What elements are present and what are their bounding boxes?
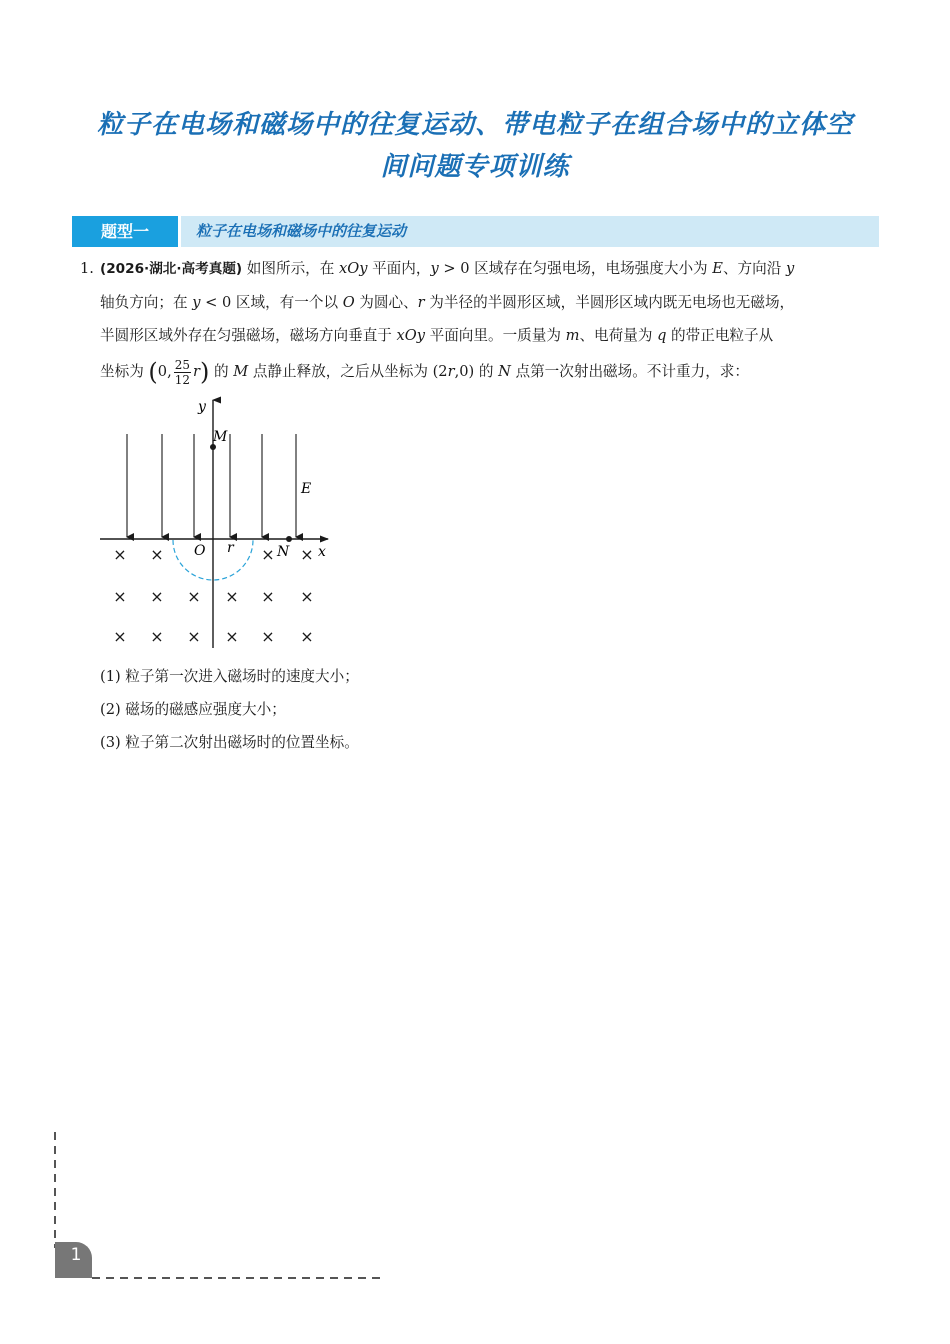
section-header xyxy=(72,216,879,247)
math-var: r xyxy=(417,294,425,311)
cross-mark: × xyxy=(150,587,164,606)
question-1: (1) 粒子第一次进入磁场时的速度大小； xyxy=(100,668,359,685)
sub-questions xyxy=(100,660,359,759)
text: 、电荷量为 xyxy=(579,327,658,344)
math-var: y xyxy=(785,260,795,277)
section-tag: 题型一 xyxy=(72,216,178,247)
text: 的带正电粒子从 xyxy=(666,327,774,344)
question-3: (3) 粒子第二次射出磁场时的位置坐标。 xyxy=(100,734,359,751)
math-var: m xyxy=(565,327,580,344)
x-axis-label: x xyxy=(318,544,326,560)
cross-mark: × xyxy=(300,627,314,646)
cross-mark: × xyxy=(150,627,164,646)
cross-mark: × xyxy=(261,587,275,606)
text: 为圆心、 xyxy=(354,294,418,311)
math-var: N xyxy=(498,363,511,380)
problem-line-3 xyxy=(80,319,885,352)
fraction xyxy=(174,358,191,387)
cross-mark: × xyxy=(261,545,275,564)
text: 半圆形区域外存在匀强磁场，磁场方向垂直于 xyxy=(100,327,397,344)
text: 平面向里。一质量为 xyxy=(424,327,566,344)
problem-line-2 xyxy=(80,286,885,319)
page-number: 1 xyxy=(70,1245,82,1265)
page-title xyxy=(70,104,880,188)
math-var: O xyxy=(342,294,355,311)
cross-mark: × xyxy=(113,587,127,606)
cross-mark: × xyxy=(225,587,239,606)
problem-source: (2026·湖北·高考真题) xyxy=(100,261,243,277)
origin-label: O xyxy=(194,543,206,559)
math-var: r xyxy=(193,363,200,380)
page-corner-decoration xyxy=(40,1130,390,1290)
math-var: E xyxy=(712,260,723,277)
problem-number: 1. xyxy=(80,260,94,277)
problem-1 xyxy=(80,252,885,392)
text: < 0 区域，有一个以 xyxy=(200,294,343,311)
paren-close: ) xyxy=(200,358,210,386)
cross-mark: × xyxy=(113,545,127,564)
cross-mark: × xyxy=(113,627,127,646)
text: 平面内， xyxy=(367,260,431,277)
text: > 0 区域存在匀强电场，电场强度大小为 xyxy=(438,260,713,277)
math-var: xOy xyxy=(396,327,425,344)
point-N xyxy=(286,536,292,542)
text: 的 xyxy=(209,363,234,380)
text: 点静止释放，之后从坐标为 (2 xyxy=(248,363,448,380)
cross-mark: × xyxy=(225,627,239,646)
section-separator xyxy=(178,216,181,247)
cross-mark: × xyxy=(300,587,314,606)
text: 如图所示，在 xyxy=(242,260,339,277)
problem-line-1 xyxy=(80,252,885,286)
section-title: 粒子在电场和磁场中的往复运动 xyxy=(196,222,407,240)
cross-mark: × xyxy=(187,627,201,646)
text: 坐标为 xyxy=(100,363,149,380)
title-line-2: 间问题专项训练 xyxy=(380,152,570,182)
physics-figure xyxy=(96,394,346,656)
text: ,0) 的 xyxy=(454,363,499,380)
point-M-label: M xyxy=(213,429,228,445)
y-axis-label: y xyxy=(198,399,206,415)
fraction-numerator: 25 xyxy=(174,357,191,372)
text: 轴负方向；在 xyxy=(100,294,193,311)
cross-mark: × xyxy=(187,587,201,606)
radius-label: r xyxy=(227,540,234,556)
problem-line-4 xyxy=(80,352,885,392)
math-var: y xyxy=(430,260,439,277)
fraction-denominator: 12 xyxy=(174,372,191,387)
text: 、方向沿 xyxy=(722,260,786,277)
math-var: q xyxy=(657,327,667,344)
text: 0, xyxy=(157,363,172,380)
text: 为半径的半圆形区域，半圆形区域内既无电场也无磁场， xyxy=(424,294,795,311)
math-var: r xyxy=(447,363,455,380)
paren-open: ( xyxy=(148,358,158,386)
math-var: y xyxy=(192,294,201,311)
cross-mark: × xyxy=(300,545,314,564)
math-var: M xyxy=(233,363,249,380)
title-line-1: 粒子在电场和磁场中的往复运动、带电粒子在组合场中的立体空 xyxy=(96,110,853,140)
text: 点第一次射出磁场。不计重力，求： xyxy=(510,363,749,380)
question-2: (2) 磁场的磁感应强度大小； xyxy=(100,701,286,718)
cross-mark: × xyxy=(150,545,164,564)
point-N-label: N xyxy=(277,544,290,560)
math-var: xOy xyxy=(339,260,368,277)
cross-mark: × xyxy=(261,627,275,646)
field-label-E: E xyxy=(301,481,312,497)
